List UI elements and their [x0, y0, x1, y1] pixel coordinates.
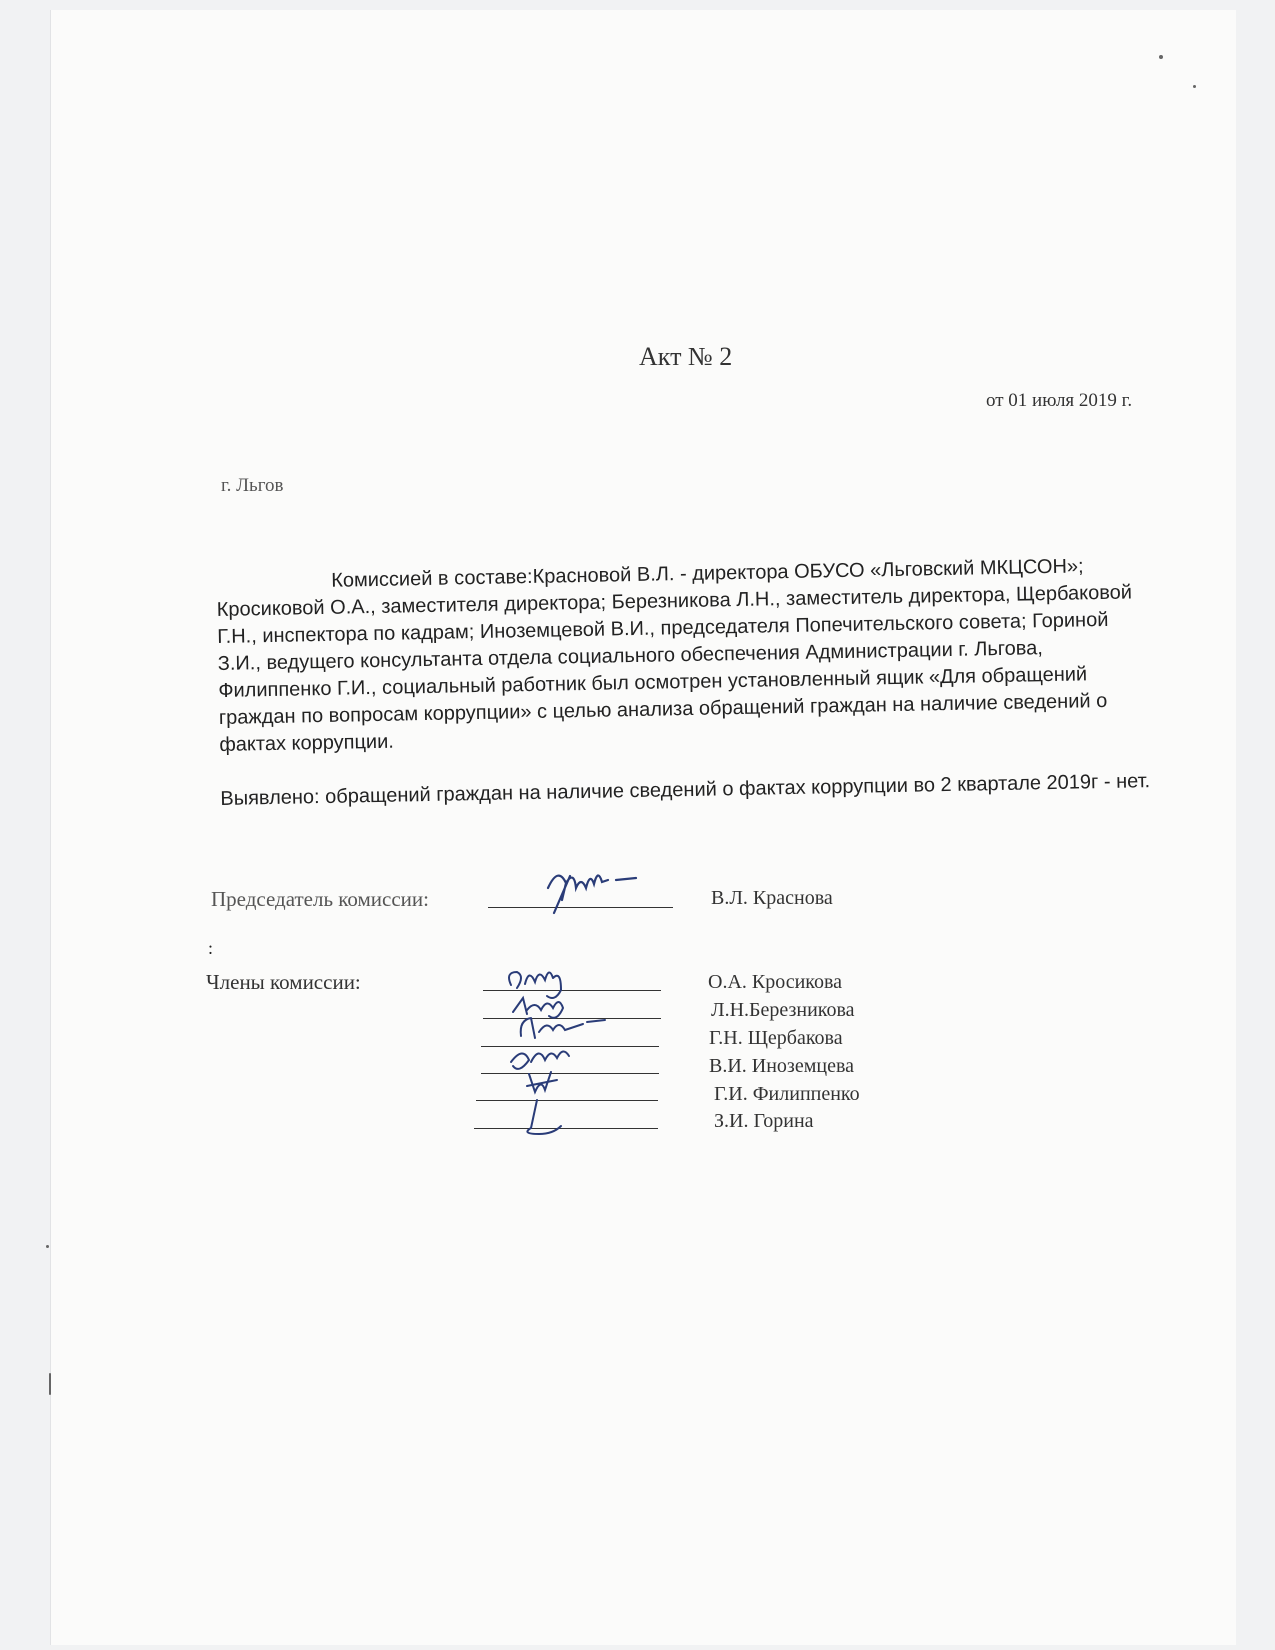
document-title: Акт № 2: [639, 342, 733, 371]
member-name: Г.И. Филиппенко: [714, 1083, 860, 1105]
result-paragraph: Выявлено: обращений граждан на наличие сведений о фактах коррупции во 2 квартале 2019г - нет.: [220, 770, 1151, 810]
member-name: О.А. Кросикова: [708, 971, 843, 993]
member-name: Г.Н. Щербакова: [709, 1027, 843, 1049]
scan-speck: [1193, 85, 1196, 88]
document-city: г. Льгов: [221, 475, 284, 496]
document-date: от 01 июля 2019 г.: [986, 390, 1133, 411]
intro-paragraph: Комиссией в составе:Красновой В.Л. - директора ОБУСО «Льговский МКЦСОН»; Кросиковой О.А., заместителя директора; Березникова Л.Н., заместитель директора, Щербаковой Г.Н., инспектора по кадрам; Иноземцевой В.И., председателя Попечительского совета; Гориной З.И., ведущего консультанта отдела социального обеспечения Администрации г. Льгова, Филиппенко Г.И., социальный работник был осмотрен установленный ящик «Для обращений граждан по вопросам коррупции» с целью анализа обращений граждан на наличие сведений о фактах коррупции.: [216, 555, 1133, 756]
scan-speck: [1159, 55, 1163, 59]
document-page: [50, 10, 1236, 1645]
document-body: [216, 552, 1155, 813]
colon-mark: :: [208, 938, 214, 958]
member-name: Л.Н.Березникова: [711, 999, 855, 1021]
chair-signature: [536, 858, 646, 923]
member-name: В.И. Иноземцева: [709, 1055, 854, 1077]
member-signatures: [491, 950, 651, 1150]
member-name: З.И. Горина: [714, 1110, 814, 1132]
chair-label: Председатель комиссии:: [211, 887, 429, 911]
scan-speck: [46, 1245, 49, 1248]
members-label: Члены комиссии:: [206, 970, 361, 994]
scan-speck: [49, 1373, 51, 1395]
chair-name: В.Л. Краснова: [711, 887, 833, 909]
